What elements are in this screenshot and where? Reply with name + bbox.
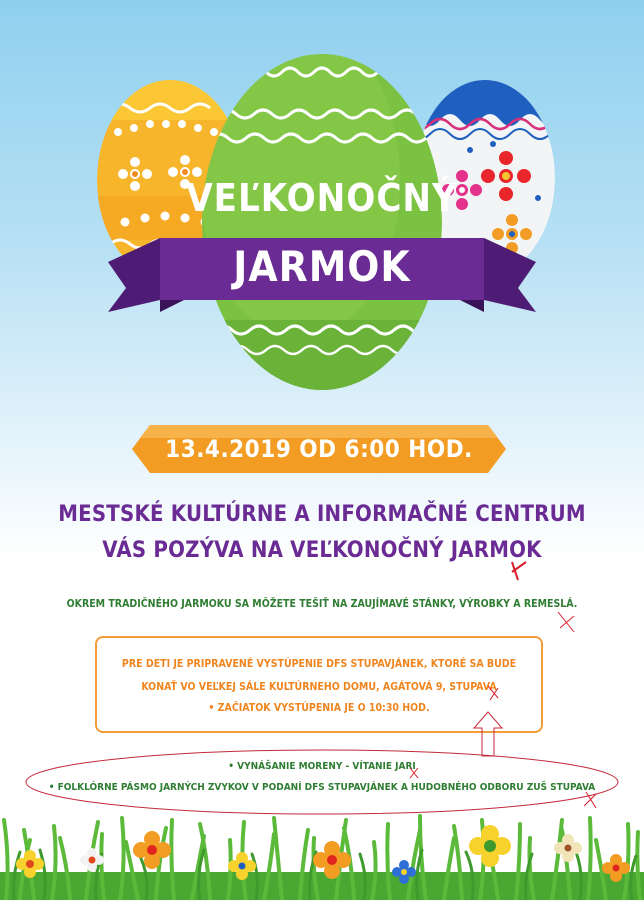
kids-program-line1: PRE DETI JE PRIPRAVENÉ VYSTÚPENIE DFS STUPAVJÁNEK, KTORÉ SA BUDE — [121, 658, 517, 670]
invitation-heading: VÁS POZÝVA NA VEĽKONOČNÝ JARMOK — [102, 538, 542, 563]
flower-icon — [469, 825, 511, 867]
event-title-line2: JARMOK — [233, 242, 411, 291]
event-title-line1: VEĽKONOČNÝ — [186, 176, 458, 220]
organizer-heading: MESTSKÉ KULTÚRNE A INFORMAČNÉ CENTRUM — [58, 502, 586, 527]
annotation-cross-icon — [512, 562, 526, 580]
annotation-cross-icon — [558, 612, 574, 632]
bullet-item: • VYNÁŠANIE MORENY - VÍTANIE JARI — [228, 761, 416, 772]
bullet-item: • FOLKLÓRNE PÁSMO JARNÝCH ZVYKOV V PODANÍ DFS STUPAVJÁNEK A HUDOBNÉHO ODBORU ZUŠ STUPAVA — [48, 782, 596, 793]
easter-eggs-illustration — [0, 0, 644, 420]
kids-program-box — [95, 636, 543, 733]
kids-program-line2: KONAŤ VO VEĽKEJ SÁLE KULTÚRNEHO DOMU, AGÁTOVÁ 9, STUPAVA — [141, 681, 497, 693]
date-banner — [132, 425, 506, 473]
event-date: 13.4.2019 OD 6:00 HOD. — [165, 435, 473, 463]
grass-border — [0, 812, 644, 900]
kids-program-start-time: • ZAČIATOK VYSTÚPENIA JE O 10:30 HOD. — [208, 702, 430, 714]
intro-text: OKREM TRADIČNÉHO JARMOKU SA MÔŽETE TEŠIŤ NA ZAUJÍMAVÉ STÁNKY, VÝROBKY A REMESLÁ. — [66, 598, 578, 610]
